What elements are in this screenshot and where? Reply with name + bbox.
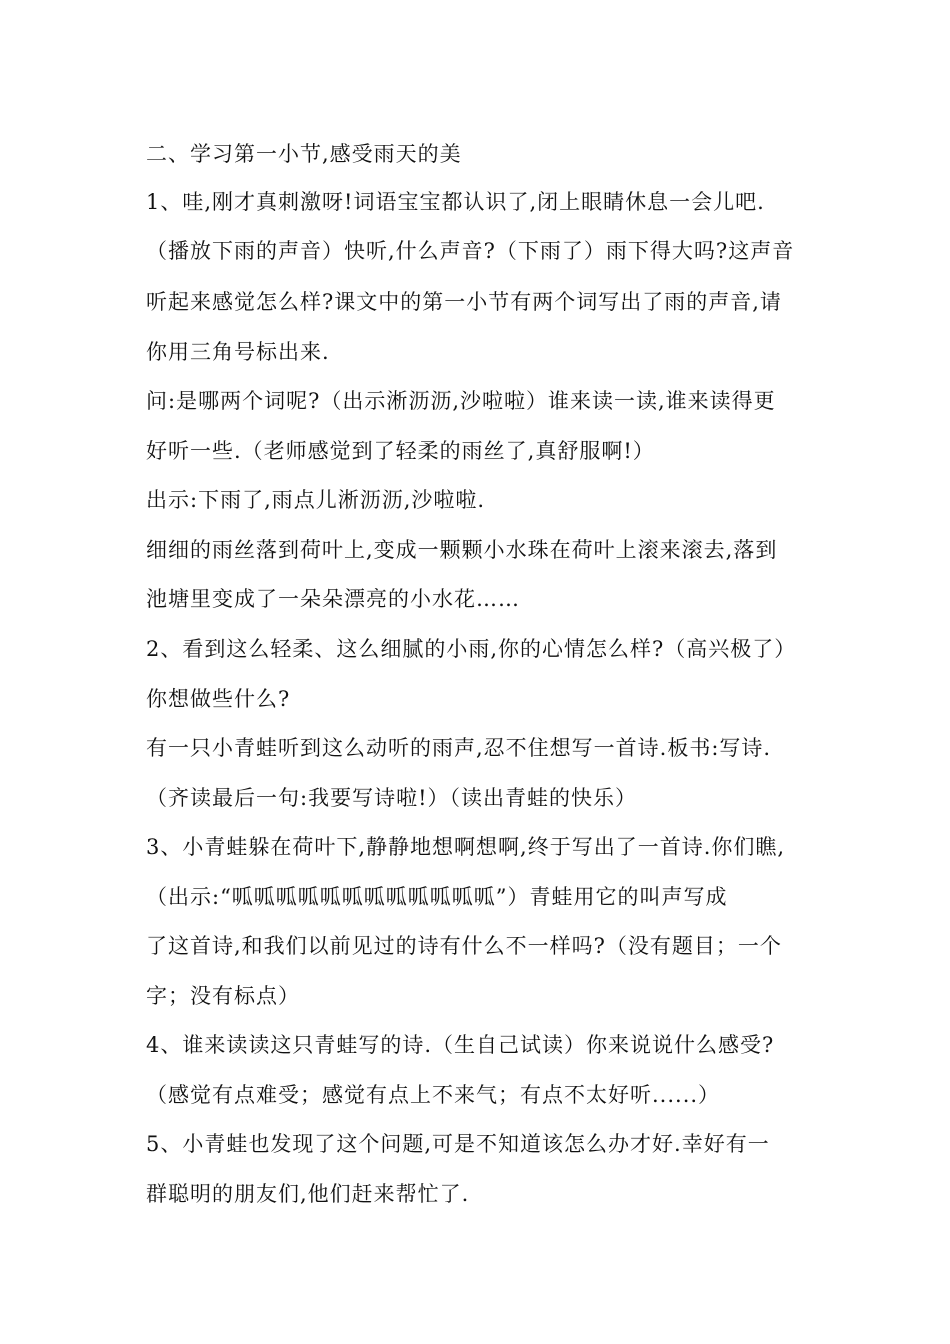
paragraph-line: 听起来感觉怎么样?课文中的第一小节有两个词写出了雨的声音,请: [146, 290, 782, 314]
paragraph-line: 好听一些.（老师感觉到了轻柔的雨丝了,真舒服啊!）: [146, 439, 655, 463]
paragraph-line: 池塘里变成了一朵朵漂亮的小水花……: [146, 587, 520, 611]
paragraph-line: 细细的雨丝落到荷叶上,变成一颗颗小水珠在荷叶上滚来滚去,落到: [146, 538, 778, 562]
paragraph-line: 了这首诗,和我们以前见过的诗有什么不一样吗?（没有题目；一个: [146, 934, 782, 958]
paragraph-line: 有一只小青蛙听到这么动听的雨声,忍不住想写一首诗.板书:写诗.: [146, 736, 772, 760]
section-heading: 二、学习第一小节,感受雨天的美: [146, 142, 462, 166]
paragraph-line: 群聪明的朋友们,他们赶来帮忙了.: [146, 1182, 470, 1206]
paragraph-line: （感觉有点难受；感觉有点上不来气；有点不太好听......）: [146, 1083, 721, 1107]
paragraph-line: 出示:下雨了,雨点儿淅沥沥,沙啦啦.: [146, 488, 486, 512]
paragraph-line: 你用三角号标出来.: [146, 340, 330, 364]
paragraph-line: 5、小青蛙也发现了这个问题,可是不知道该怎么办才好.幸好有一: [146, 1132, 770, 1156]
paragraph-line: 问:是哪两个词呢?（出示淅沥沥,沙啦啦）谁来读一读,谁来读得更: [146, 389, 776, 413]
paragraph-line: 你想做些什么?: [146, 687, 291, 711]
paragraph-line: 1、哇,刚才真刺激呀!词语宝宝都认识了,闭上眼睛休息一会儿吧.: [146, 190, 765, 214]
paragraph-line: 4、谁来读读这只青蛙写的诗.（生自己试读）你来说说什么感受?: [146, 1033, 775, 1057]
paragraph-line: （播放下雨的声音）快听,什么声音?（下雨了）雨下得大吗?这声音: [146, 239, 795, 263]
paragraph-line: （齐读最后一句:我要写诗啦!）（读出青蛙的快乐）: [146, 786, 638, 810]
paragraph-line: 3、小青蛙躲在荷叶下,静静地想啊想啊,终于写出了一首诗.你们瞧,: [146, 835, 786, 859]
paragraph-line: 字；没有标点）: [146, 984, 300, 1008]
paragraph-line: 2、看到这么轻柔、这么细腻的小雨,你的心情怎么样?（高兴极了）: [146, 637, 797, 661]
paragraph-line: （出示:“呱呱呱呱呱呱呱呱呱呱呱呱”）青蛙用它的叫声写成: [146, 885, 728, 909]
